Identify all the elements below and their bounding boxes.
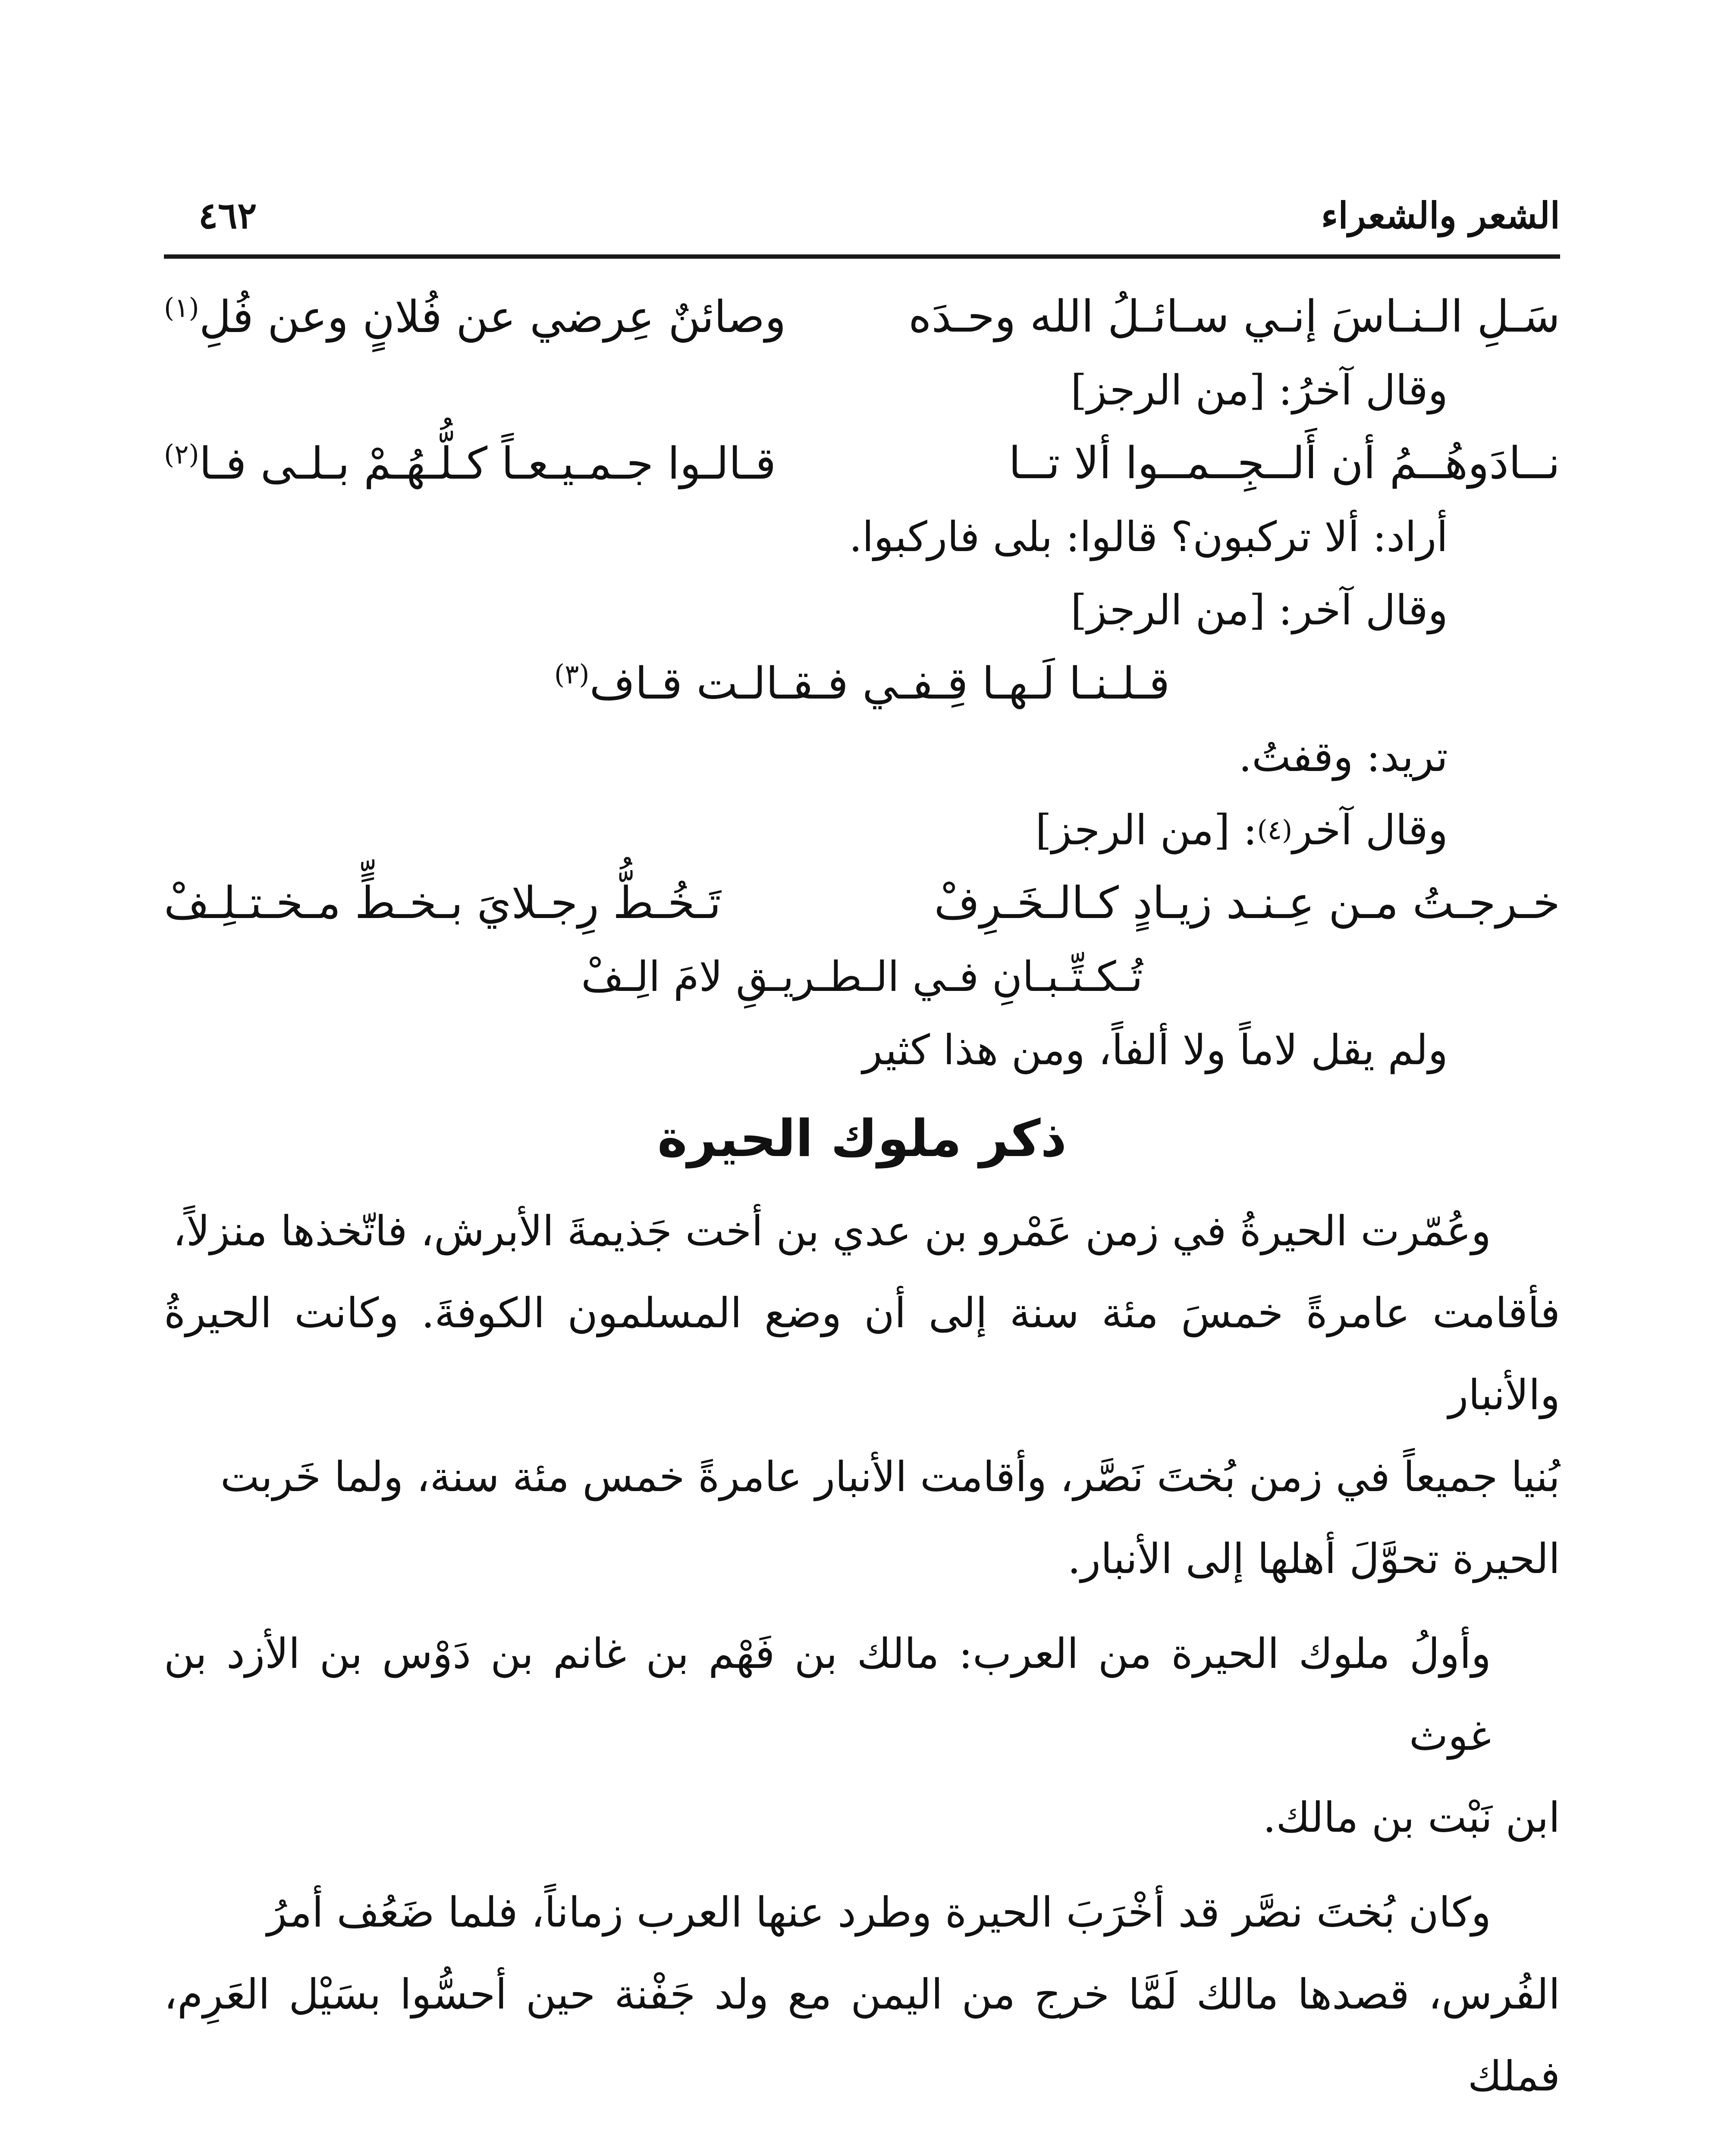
verse-second-hemistich: وصائنٌ عِرضي عن فُلانٍ وعن فُلِ$^{(١)}$ [164,291,786,343]
verse-intro: وقال آخر: [من الرجز] [1071,586,1448,634]
paragraph-line: الفُرس، قصدها مالك لَمَّا خرج من اليمن مع ولد جَفْنة حين أحسُّوا بسَيْل العَرِم، فملك [164,1970,1560,2100]
paragraph-line: فأقامت عامرةً خمسَ مئة سنة إلى أن وضع المسلمون الكوفةَ. وكانت الحيرةُ والأنبار [164,1289,1561,1419]
verse-first-hemistich: خـرجـتُ مـن عِـنـد زيـادٍ كـالـخَـرِفْ [934,877,1560,929]
verse-centered-line: تُـكـتِّـبـانِ فـي الـطـريـقِ لامَ الِـفْ [581,953,1143,1001]
verse-intro: وقال آخر (٤) : [من الرجز] [1035,806,1448,854]
paragraph-line: وكان بُختَ نصَّر قد أخْرَبَ الحيرة وطرد عنها العرب زماناً، فلما ضَعُف أمرُ [267,1888,1491,1937]
verse-line [164,867,1560,940]
footnote-ref: (١) [164,292,199,323]
paragraph-line: الحيرة تحوَّلَ أهلها إلى الأنبار. [1068,1535,1560,1583]
verse-single: قـلـنـا لَـهـا قِـفـي فـقـالـت قـاف$^{(٣)}$ [554,658,1170,709]
verse-first-hemistich: سَـلِ الـنـاسَ إنـي سـائـلُ الله وحـدَه [908,291,1560,342]
footnote-ref: (٣) [554,658,590,690]
paragraph [164,1613,1560,1858]
verse-first-hemistich: نــادَوهُــمُ أن أَلــجِــمــوا ألا تــا [1008,438,1560,489]
paragraph-line: بُنيا جميعاً في زمن بُختَ نَصَّر، وأقامت الأنبار عامرةً خمس مئة سنة، ولما خَربت [220,1453,1560,1501]
main-text [164,280,1560,2134]
verse-line [164,427,1560,500]
page-number: ٤٦٢ [198,194,257,237]
paragraph-line: وأولُ ملوك الحيرة من العرب: مالك بن فَهْم بن غانم بن دَوْس بن الأزد بن غوث [164,1630,1491,1760]
explanation-line: ولم يقل لاماً ولا ألفاً، ومن هذا كثير [862,1026,1448,1074]
verse-line [164,280,1560,354]
verse-line [164,647,1560,720]
paragraph [164,1871,1560,2117]
footnote-ref: (٢) [164,439,199,470]
verse-second-hemistich: تَـخُـطُّ رِجـلايَ بـخـطٍّ مـخـتـلِـفْ [164,877,721,929]
explanation-line: أراد: ألا تركبون؟ قالوا: بلى فاركبوا. [849,513,1448,561]
explanation-line: تريد: وقفتُ. [1238,733,1448,781]
verse-second-hemistich: قـالـوا جـمـيـعـاً كـلُّـهُـمْ بـلـى فـا$^{(٢)}$ [164,438,776,489]
verse-intro: وقال آخرُ: [من الرجز] [1071,366,1448,414]
paragraph-line: وعُمّرت الحيرةُ في زمن عَمْرو بن عدي بن أخت جَذيمةَ الأبرش، فاتّخذها منزلاً، [173,1207,1491,1255]
running-title: الشعر والشعراء [1321,194,1560,237]
footnote-ref: (٤) [1257,814,1293,846]
paragraph-line: ابن نَبْت بن مالك. [1262,1793,1560,1842]
running-header [164,190,1560,259]
section-heading: ذكر ملوك الحيرة [657,1109,1067,1168]
paragraph [164,1190,1560,1600]
